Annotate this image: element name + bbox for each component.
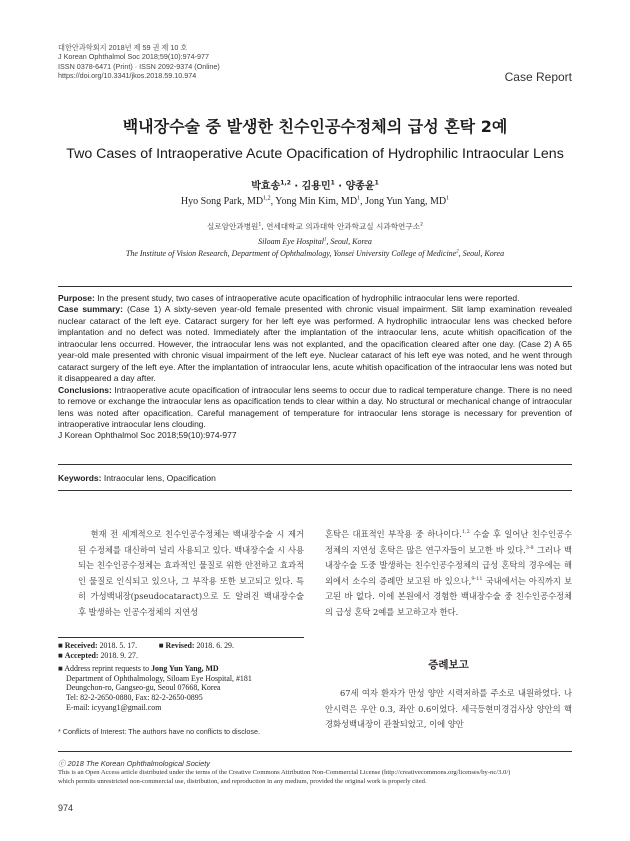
affiliation-english-1 <box>0 237 630 246</box>
keywords-top-rule <box>58 464 572 465</box>
abstract-top-rule <box>58 286 572 287</box>
received-date: 2018. 5. 17. <box>99 641 138 650</box>
author-ko-3-sup: 1 <box>374 179 379 187</box>
address-line-1: Department of Ophthalmology, Siloam Eye Hospital, #181 <box>66 673 252 683</box>
accepted-date: 2018. 9. 27. <box>100 650 138 660</box>
affiliation-en-2-sup: 2 <box>456 249 459 255</box>
footer-rule <box>58 751 572 752</box>
keywords-bottom-rule <box>58 490 572 491</box>
purpose-label: Purpose: <box>58 293 95 303</box>
revised-date: 2018. 6. 29. <box>196 641 234 650</box>
body-column-1: 현재 전 세계적으로 친수인공수정체는 백내장수술 시 제거된 수정체를 대신하여 널리 사용되고 있다. 백내장수술 시 사용되는 친수인공수정체는 효과적인 물질로 위한 안전하고 효과적인 물질로 인식되고 있으나, 그 부작용 또한 보고되고 있다. 특히 가성백내장(pseudocataract)으로 도 알려진 백내장수술 후 발생하는 인공수정체의 지연성 <box>78 529 304 617</box>
author-en-1-sup: 1,2 <box>263 195 271 202</box>
case-report-text: 67세 여자 환자가 만성 양안 시력저하를 주소로 내원하였다. 나안시력은 우안 0.3, 좌안 0.6이었다. 세극등현미경검사상 양안의 핵경화성백내장이 관찰되었고, 이에 양안 <box>325 688 572 730</box>
dates-row-1: ■ Received: 2018. 5. 17. ■ Revised: 2018. 6. 29. <box>58 641 234 650</box>
affiliation-korean: 실로암안과병원$^1$, 연세대학교 의과대학 안과학교실 시과학연구소$^2$ <box>207 222 423 231</box>
affiliation-english-2 <box>0 249 630 258</box>
address-row: ■ Address reprint requests to Jong Yun Yang, MD <box>58 664 219 674</box>
author-ko-3: 양종윤 <box>345 181 375 192</box>
journal-issn: ISSN 0378-6471 (Print) · ISSN 2092-9374 (Online) <box>58 61 220 71</box>
license <box>58 768 572 786</box>
journal-citation: J Korean Ophthalmol Soc 2018;59(10):974-977 <box>58 52 210 62</box>
affiliation-ko-2-sup: 2 <box>420 222 423 228</box>
author-ko-2-sup: 1 <box>330 179 335 187</box>
title-korean: 백내장수술 중 발생한 친수인공수정체의 급성 혼탁 2예 <box>122 117 508 136</box>
keywords <box>58 473 216 483</box>
address-name: Jong Yun Yang, MD <box>151 664 219 674</box>
author-en-3-sup: 1 <box>446 195 450 202</box>
page-number: 974 <box>58 803 74 813</box>
journal-doi[interactable]: https://doi.org/10.3341/jkos.2018.59.10.974 <box>58 70 197 80</box>
authors-english: Hyo Song Park, MD$^{1,2}$, Yong Min Kim, $MD^1$, Jong Yun Yang, $MD^1$ <box>180 195 450 207</box>
intro-text-d: 국내에서는 아직까지 보고된 바 없다. 이에 본원에서 경험한 백내장수술 중 친수인공수정체의 급성 혼탁 2예를 보고하고자 한다. <box>325 575 573 617</box>
intro-ref-b: 3-8 <box>525 544 534 551</box>
case-summary-label: Case summary: <box>58 304 123 315</box>
affiliation-ko-1: 실로암안과병원 <box>207 222 259 231</box>
conclusions-text: Intraoperative acute opacification of intraocular lens seems to occur due to radical temperature change. There is no need to remove or exchange the intraocular lens as opacification tends to clear within a day. No structural or mechanical change of intraocular lens was noted after opacification. Careful management of temperature for intraocular lens storage is necessary for prevention of intraoperative intraocular lens clouding. <box>58 384 572 429</box>
accepted-label: Accepted: <box>64 650 99 660</box>
author-en-2-sup: 1 <box>357 195 361 202</box>
keywords-text: Intraocular lens, Opacification <box>103 473 216 483</box>
dates-row-2: ■ Accepted: 2018. 9. 27. <box>58 650 138 660</box>
license-line-1: This is an Open Access article distributed under the terms of the Creative Commons Attribution Non-Commercial License (http://creativecommons.org/licenses/by-nc/3.0/) <box>58 769 511 776</box>
intro-text-a: 혼탁은 대표적인 부작용 중 하나이다. <box>325 529 462 539</box>
intro-text-c: 그러나 백내장수술 도중 발생하는 친수인공수정체의 급성 혼탁의 경우에는 해외에서 소수의 증례만 보고된 바 있으나, <box>325 544 572 586</box>
affiliation-en-1-sup: 1 <box>323 237 327 243</box>
article-meta <box>58 641 304 712</box>
abstract-citation: J Korean Ophthalmol Soc 2018;59(10):974-977 <box>58 430 237 441</box>
journal-issue-ko: 대한안과학회지 2018년 제 59 권 제 10 호 <box>58 43 188 52</box>
affiliation-ko-2: 연세대학교 의과대학 안과학교실 시과학연구소 <box>266 222 421 231</box>
journal-header <box>58 43 220 80</box>
purpose-text: In the present study, two cases of intraoperative acute opacification of hydrophilic intraocular lens were reported. <box>97 293 520 303</box>
abstract <box>58 293 572 442</box>
author-en-2: Yong Min Kim, MD <box>275 196 358 207</box>
keywords-label: Keywords: <box>58 473 102 483</box>
address-email[interactable]: E-mail: icyyang1@gmail.com <box>66 702 162 712</box>
affiliation-en-2-name: The Institute of Vision Research, Department of Ophthalmology, Yonsei University College of Medicine <box>125 249 457 258</box>
author-ko-1: 박효송 <box>251 181 281 192</box>
author-en-3: Jong Yun Yang, MD <box>365 196 447 207</box>
address-phone-fax: Tel: 82-2-2650-0880, Fax: 82-2-2650-0895 <box>66 692 203 702</box>
address-label: Address reprint requests to <box>64 664 150 674</box>
intro-ref-c: 9-11 <box>471 576 483 583</box>
license-line-2: which permits unrestricted non-commercial use, distribution, and reproduction in any medium, provided the original work is properly cited. <box>58 778 427 785</box>
author-ko-2: 김용민 <box>301 181 331 192</box>
conflicts-of-interest: * Conflicts of Interest: The authors have no conflicts to disclose. <box>58 727 261 736</box>
revised-label: Revised: <box>165 641 195 650</box>
title-english: Two Cases of Intraoperative Acute Opacification of Hydrophilic Intraocular Lens <box>66 146 564 162</box>
meta-top-rule <box>58 637 304 638</box>
author-en-1: Hyo Song Park, MD <box>180 196 264 207</box>
author-ko-1-sup: 1,2 <box>280 179 291 187</box>
conclusions-label: Conclusions: <box>58 384 112 395</box>
copyright: ⓒ 2018 The Korean Ophthalmological Society <box>58 759 211 768</box>
case-summary-text: (Case 1) A sixty-seven year-old female presented with chronic visual impairment. Slit lamp examination revealed nuclear cataract of the left eye. Cataract surgery for her left eye was performed. A hydrophilic intraocular lens was checked before implantation and no defect was noted. Immediately after the implantation of the intraocular lens, acute whitish opacification of the intraocular lens occurred. However, the intraocular lens was not explanted, and the opacification cleared after one day. (Case 2) A 65 year-old male presented with chronic visual impairment of the left eye. Nuclear cataract of his left eye was noted, and he went through cataract surgery of the left eye. After the implantation of intraocular lens, acute whitish opacification of the intraocular lens was noted but it disappeared a day after. <box>58 304 572 384</box>
section-title-case-report: 증례보고 <box>428 659 469 671</box>
address-line-2: Deungchon-ro, Gangseo-gu, Seoul 07668, Korea <box>66 683 221 693</box>
affiliation-en-2-location: , Seoul, Korea <box>458 249 505 258</box>
received-label: Received: <box>64 641 98 650</box>
body-column-2-intro <box>325 527 572 621</box>
intro-text-b: 수술 후 일어난 친수인공수정체의 지연성 혼탁은 많은 연구자들이 보고한 바 있다. <box>325 529 572 555</box>
affiliation-ko-1-sup: 1 <box>258 222 262 228</box>
article-type: Case Report <box>504 70 572 84</box>
authors-korean: 박효송$^{1,2}$ · 김용민$^1$ · 양종윤$^1$ <box>251 179 379 192</box>
intro-ref-a: 1,2 <box>461 529 470 536</box>
affiliation-en-1-location: , Seoul, Korea <box>326 237 372 246</box>
affiliation-en-1-name: Siloam Eye Hospital <box>258 237 324 246</box>
